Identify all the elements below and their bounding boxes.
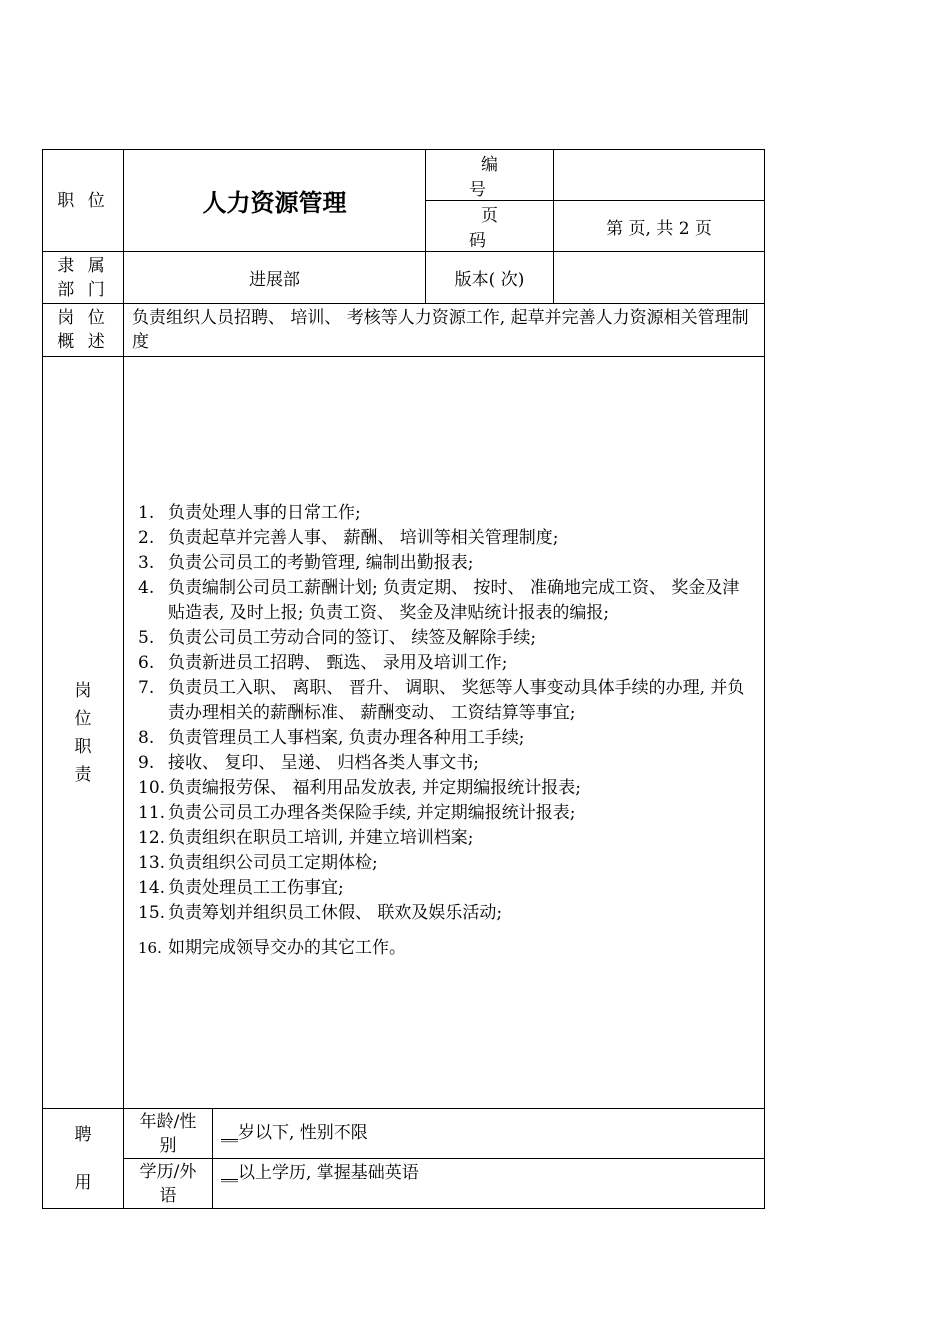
duty-item: [138, 676, 754, 726]
duty-number: 8.: [138, 728, 155, 748]
duty-number: 14.: [138, 878, 166, 898]
duty-number: 10.: [138, 778, 166, 798]
duties-list: [124, 357, 764, 961]
overview-text: 负责组织人员招聘、 培训、 考核等人力资源工作, 起草并完善人力资源相关管理制度: [124, 304, 765, 357]
edu-blank: __: [221, 1163, 238, 1183]
duty-item: [138, 726, 754, 751]
duty-text: 负责新进员工招聘、 甄选、 录用及培训工作;: [168, 653, 508, 673]
duty-item: [138, 551, 754, 576]
duty-text: 负责管理员工人事档案, 负责办理各种用工手续;: [168, 728, 525, 748]
duty-item: [138, 826, 754, 851]
duty-number: 6.: [138, 653, 155, 673]
duty-item: [138, 501, 754, 526]
duty-text: 接收、 复印、 呈递、 归档各类人事文书;: [168, 753, 479, 773]
duty-text: 负责公司员工劳动合同的签订、 续签及解除手续;: [168, 628, 537, 648]
duty-item: [138, 526, 754, 551]
age-gender-text: 岁以下, 性别不限: [238, 1123, 368, 1143]
position-label: 职 位: [43, 150, 124, 252]
page-label: [426, 201, 554, 252]
duty-item: [138, 576, 754, 626]
education-label: 学历/外 语: [124, 1159, 213, 1209]
duty-text: 负责组织在职员工培训, 并建立培训档案;: [168, 828, 474, 848]
overview-label: 岗 位 概 述: [43, 304, 124, 357]
duty-number: 3.: [138, 553, 155, 573]
number-label-text: 编 号: [469, 155, 522, 200]
duty-item: [138, 801, 754, 826]
version-value: [554, 252, 765, 304]
duty-text: 负责组织公司员工定期体检;: [168, 853, 378, 873]
duty-number: 13.: [138, 853, 166, 873]
duty-number: 4.: [138, 578, 155, 598]
department-value: 进展部: [124, 252, 426, 304]
duty-text: 负责编报劳保、 福利用品发放表, 并定期编报统计报表;: [168, 778, 581, 798]
duty-item: [138, 751, 754, 776]
duty-text: 负责起草并完善人事、 薪酬、 培训等相关管理制度;: [168, 528, 559, 548]
page-value: 第 页, 共 2 页: [554, 201, 765, 252]
version-label: 版本( 次): [426, 252, 554, 304]
duty-item: [138, 901, 754, 926]
duty-number: 9.: [138, 753, 155, 773]
position-title: 人力资源管理: [124, 150, 426, 252]
duty-number: 1.: [138, 503, 155, 523]
hiring-label: 聘 用: [43, 1109, 124, 1209]
duty-item: [138, 876, 754, 901]
duty-text: 负责处理员工工伤事宜;: [168, 878, 344, 898]
page-label-text: 页 码: [469, 206, 522, 251]
education-text: 以上学历, 掌握基础英语: [238, 1163, 419, 1183]
duty-number: 7.: [138, 678, 155, 698]
duty-item: [138, 851, 754, 876]
department-label: 隶 属 部 门: [43, 252, 124, 304]
age-gender-value: [213, 1109, 765, 1159]
duty-text: 如期完成领导交办的其它工作。: [168, 938, 406, 958]
duty-number: 16.: [138, 939, 162, 957]
age-gender-label: 年龄/性 别: [124, 1109, 213, 1159]
duty-number: 12.: [138, 828, 166, 848]
number-label: [426, 150, 554, 201]
job-description-table: [42, 149, 765, 1209]
duty-item: [138, 651, 754, 676]
duty-number: 11.: [138, 803, 166, 823]
duty-text: 负责公司员工的考勤管理, 编制出勤报表;: [168, 553, 474, 573]
duties-label: 岗 位 职 责: [43, 357, 124, 1109]
duty-item: [138, 776, 754, 801]
duty-number: 15.: [138, 903, 166, 923]
duty-item: [138, 936, 754, 961]
duty-number: 5.: [138, 628, 155, 648]
number-value: [554, 150, 765, 201]
duty-text: 负责筹划并组织员工休假、 联欢及娱乐活动;: [168, 903, 503, 923]
education-value: [213, 1159, 765, 1209]
duty-text: 负责处理人事的日常工作;: [168, 503, 361, 523]
duty-text: 负责员工入职、 离职、 晋升、 调职、 奖惩等人事变动具体手续的办理, 并负责办理相关的薪酬标准、 薪酬变动、 工资结算等事宜;: [168, 678, 745, 723]
age-blank: __: [221, 1123, 238, 1143]
duty-item: [138, 626, 754, 651]
duty-number: 2.: [138, 528, 155, 548]
duty-text: 负责公司员工办理各类保险手续, 并定期编报统计报表;: [168, 803, 576, 823]
duties-cell: [124, 357, 765, 1109]
duty-text: 负责编制公司员工薪酬计划; 负责定期、 按时、 准确地完成工资、 奖金及津贴造表, 及时上报; 负责工资、 奖金及津贴统计报表的编报;: [168, 578, 740, 623]
